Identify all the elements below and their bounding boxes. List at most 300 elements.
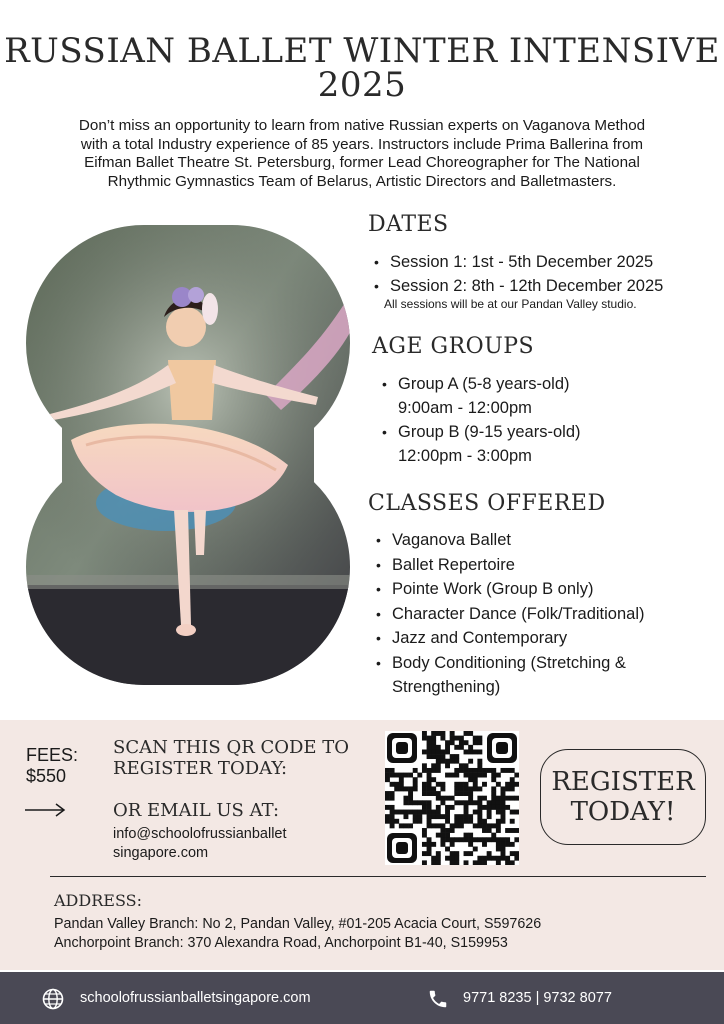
qr-module — [464, 814, 469, 819]
title-line-2: 2025 — [317, 65, 407, 105]
title-line-1: RUSSIAN BALLET WINTER INTENSIVE — [4, 31, 720, 71]
qr-module — [491, 768, 496, 773]
qr-module — [473, 810, 478, 815]
qr-module — [477, 819, 482, 824]
qr-module — [491, 786, 496, 791]
qr-module — [473, 749, 478, 754]
qr-module — [464, 786, 469, 791]
qr-module — [436, 782, 441, 787]
qr-module — [510, 828, 515, 833]
qr-module — [473, 823, 478, 828]
qr-module — [459, 736, 464, 741]
qr-module — [459, 745, 464, 750]
qr-module — [450, 805, 455, 810]
qr-module — [403, 823, 408, 828]
qr-module — [454, 814, 459, 819]
qr-module — [427, 837, 432, 842]
qr-module — [477, 800, 482, 805]
qr-module — [431, 823, 436, 828]
qr-module — [436, 731, 441, 736]
qr-module — [501, 842, 506, 847]
qr-module — [468, 773, 473, 778]
qr-module — [422, 749, 427, 754]
qr-module — [427, 814, 432, 819]
qr-module — [422, 782, 427, 787]
qr-module — [473, 740, 478, 745]
qr-module — [422, 768, 427, 773]
qr-module — [501, 810, 506, 815]
qr-module — [501, 851, 506, 856]
dates-note: All sessions will be at our Pandan Valley studio. — [384, 297, 637, 311]
qr-module — [454, 860, 459, 865]
qr-module — [491, 837, 496, 842]
qr-module — [440, 731, 445, 736]
age-groups-heading: AGE GROUPS — [372, 334, 535, 359]
qr-module — [477, 860, 482, 865]
qr-module — [496, 805, 501, 810]
qr-module — [510, 810, 515, 815]
fees-block — [26, 745, 78, 787]
qr-module — [440, 736, 445, 741]
qr-module — [505, 786, 510, 791]
qr-module — [431, 763, 436, 768]
qr-module — [454, 837, 459, 842]
qr-module — [501, 800, 506, 805]
qr-module — [450, 828, 455, 833]
qr-module — [385, 805, 390, 810]
qr-module — [417, 773, 422, 778]
qr-module — [440, 814, 445, 819]
qr-module — [422, 800, 427, 805]
address-line-1: Pandan Valley Branch: No 2, Pandan Valley, #01-205 Acacia Court, S597626 — [54, 916, 542, 932]
qr-module — [445, 856, 450, 861]
qr-module — [390, 791, 395, 796]
list-item: • Session 2: 8th - 12th December 2025 — [374, 277, 664, 295]
qr-module — [440, 837, 445, 842]
qr-module — [459, 800, 464, 805]
qr-module — [399, 777, 404, 782]
qr-module — [445, 805, 450, 810]
qr-module — [436, 814, 441, 819]
list-item: • Ballet Repertoire — [376, 555, 515, 574]
email-line-1[interactable]: info@schoolofrussianballet — [113, 826, 287, 842]
qr-module — [487, 837, 492, 842]
qr-module — [422, 805, 427, 810]
qr-module — [440, 782, 445, 787]
qr-module — [436, 745, 441, 750]
qr-module — [431, 736, 436, 741]
scan-line-2: REGISTER TODAY: — [113, 758, 288, 779]
qr-module — [436, 796, 441, 801]
dates-list — [372, 250, 663, 298]
qr-module — [450, 842, 455, 847]
qr-module — [390, 814, 395, 819]
qr-module — [477, 763, 482, 768]
qr-module — [477, 740, 482, 745]
qr-module — [482, 819, 487, 824]
qr-module — [468, 791, 473, 796]
classes-heading: CLASSES OFFERED — [368, 491, 606, 516]
class-item: Ballet Repertoire — [392, 555, 515, 574]
qr-module — [496, 819, 501, 824]
qr-module — [505, 837, 510, 842]
list-item: • Group B (9-15 years-old) 12:00pm - 3:00pm — [382, 423, 581, 465]
qr-module — [422, 786, 427, 791]
qr-module — [468, 833, 473, 838]
qr-module — [464, 833, 469, 838]
phone-numbers[interactable]: 9771 8235 | 9732 8077 — [463, 990, 612, 1006]
qr-module — [482, 837, 487, 842]
qr-module — [459, 768, 464, 773]
qr-module — [450, 740, 455, 745]
qr-module — [514, 782, 519, 787]
class-item: Jazz and Contemporary — [392, 629, 568, 647]
qr-module — [477, 796, 482, 801]
qr-module — [445, 837, 450, 842]
qr-module — [427, 773, 432, 778]
qr-module — [436, 768, 441, 773]
qr-module — [514, 856, 519, 861]
qr-module — [427, 819, 432, 824]
intro-line: Don’t miss an opportunity to learn from native Russian experts on Vaganova Method — [78, 117, 646, 134]
qr-module — [422, 851, 427, 856]
email-line-2[interactable]: singapore.com — [113, 845, 209, 861]
qr-module — [454, 782, 459, 787]
qr-module — [487, 805, 492, 810]
qr-module — [431, 749, 436, 754]
qr-module — [454, 736, 459, 741]
qr-module — [477, 768, 482, 773]
qr-module — [487, 768, 492, 773]
qr-module — [427, 740, 432, 745]
qr-module — [431, 754, 436, 759]
qr-module — [505, 828, 510, 833]
qr-module — [514, 773, 519, 778]
qr-module — [427, 749, 432, 754]
list-item: • Pointe Work (Group B only) — [376, 580, 594, 598]
qr-module — [464, 773, 469, 778]
qr-module — [473, 777, 478, 782]
group-time: 12:00pm - 3:00pm — [398, 447, 532, 465]
qr-module — [496, 810, 501, 815]
qr-module — [491, 833, 496, 838]
qr-module — [464, 740, 469, 745]
qr-module — [501, 837, 506, 842]
qr-module — [501, 847, 506, 852]
qr-module — [422, 736, 427, 741]
qr-module — [501, 796, 506, 801]
qr-module — [505, 768, 510, 773]
qr-module — [487, 814, 492, 819]
qr-module — [399, 773, 404, 778]
qr-module — [450, 823, 455, 828]
qr-module — [505, 805, 510, 810]
qr-module — [473, 773, 478, 778]
qr-module — [417, 800, 422, 805]
qr-module — [422, 860, 427, 865]
qr-module — [390, 823, 395, 828]
qr-module — [408, 791, 413, 796]
qr-module — [464, 768, 469, 773]
qr-module — [413, 782, 418, 787]
qr-module — [440, 754, 445, 759]
qr-module — [491, 805, 496, 810]
qr-module — [468, 786, 473, 791]
globe-icon — [42, 988, 64, 1010]
qr-module — [403, 810, 408, 815]
qr-module — [501, 805, 506, 810]
qr-module — [464, 749, 469, 754]
qr-module — [413, 777, 418, 782]
register-line-1: REGISTER — [551, 767, 695, 797]
qr-module — [464, 837, 469, 842]
qr-module — [436, 860, 441, 865]
qr-module — [473, 768, 478, 773]
qr-module — [399, 810, 404, 815]
qr-module — [422, 810, 427, 815]
qr-module — [464, 800, 469, 805]
fees-amount: $550 — [26, 766, 67, 786]
qr-module — [459, 782, 464, 787]
qr-module — [496, 842, 501, 847]
arrow-right-icon — [24, 802, 66, 818]
qr-module — [496, 773, 501, 778]
qr-module — [436, 749, 441, 754]
qr-module — [477, 814, 482, 819]
qr-module — [477, 736, 482, 741]
qr-module — [496, 837, 501, 842]
phone-icon — [427, 988, 449, 1010]
qr-module — [514, 828, 519, 833]
qr-module — [482, 796, 487, 801]
qr-module — [436, 810, 441, 815]
qr-module — [510, 768, 515, 773]
qr-module — [427, 851, 432, 856]
qr-module — [468, 796, 473, 801]
qr-module — [505, 782, 510, 787]
qr-module — [464, 782, 469, 787]
qr-module — [501, 786, 506, 791]
date-item: Session 1: 1st - 5th December 2025 — [390, 253, 654, 271]
qr-module — [436, 763, 441, 768]
qr-module — [394, 782, 399, 787]
register-today-button[interactable] — [540, 749, 706, 845]
fees-label: FEES: — [26, 745, 79, 765]
qr-module — [440, 749, 445, 754]
qr-module — [454, 759, 459, 764]
qr-module — [454, 768, 459, 773]
qr-module — [390, 782, 395, 787]
qr-module — [427, 754, 432, 759]
qr-module — [468, 731, 473, 736]
qr-module — [394, 819, 399, 824]
qr-module — [440, 759, 445, 764]
qr-module — [427, 847, 432, 852]
qr-module — [454, 791, 459, 796]
qr-module — [468, 745, 473, 750]
qr-module — [491, 773, 496, 778]
qr-module — [473, 736, 478, 741]
qr-module — [496, 800, 501, 805]
intro-line: with a total Industry experience of 85 years. Instructors include Prima Ballerina from — [80, 135, 644, 153]
qr-module — [431, 791, 436, 796]
intro-line: Eifman Ballet Theatre St. Petersburg, former Lead Choreographer for The National — [84, 154, 640, 171]
qr-module — [477, 786, 482, 791]
qr-module — [510, 860, 515, 865]
qr-module — [477, 837, 482, 842]
qr-module — [487, 856, 492, 861]
qr-code[interactable] — [385, 731, 519, 865]
qr-module — [459, 763, 464, 768]
qr-module — [514, 837, 519, 842]
qr-module — [445, 745, 450, 750]
intro-line: Rhythmic Gymnastics Team of Belarus, Artistic Directors and Balletmasters. — [107, 172, 617, 190]
qr-module — [482, 782, 487, 787]
qr-module — [450, 736, 455, 741]
class-item: Vaganova Ballet — [392, 531, 511, 549]
qr-module — [514, 810, 519, 815]
qr-module — [450, 796, 455, 801]
qr-module — [445, 759, 450, 764]
qr-module — [454, 786, 459, 791]
qr-module — [431, 777, 436, 782]
qr-module — [427, 810, 432, 815]
qr-module — [468, 768, 473, 773]
qr-module — [385, 796, 390, 801]
qr-module — [501, 856, 506, 861]
intro-paragraph — [30, 117, 694, 191]
address-heading: ADDRESS: — [54, 891, 142, 910]
age-groups-list — [380, 372, 581, 468]
qr-module — [487, 800, 492, 805]
qr-module — [482, 842, 487, 847]
qr-module — [459, 814, 464, 819]
qr-module — [390, 819, 395, 824]
qr-module — [496, 856, 501, 861]
qr-module — [482, 828, 487, 833]
qr-module — [440, 800, 445, 805]
qr-module — [450, 837, 455, 842]
qr-module — [403, 773, 408, 778]
qr-module — [487, 851, 492, 856]
qr-module — [454, 800, 459, 805]
qr-module — [459, 791, 464, 796]
qr-module — [473, 782, 478, 787]
qr-module — [445, 828, 450, 833]
group-name: Group A (5-8 years-old) — [398, 375, 570, 393]
qr-module — [427, 786, 432, 791]
qr-module — [468, 814, 473, 819]
qr-module — [510, 796, 515, 801]
qr-module — [482, 860, 487, 865]
qr-module — [450, 856, 455, 861]
qr-module — [408, 800, 413, 805]
qr-module — [468, 819, 473, 824]
scan-line-1: SCAN THIS QR CODE TO — [113, 737, 350, 758]
qr-module — [496, 782, 501, 787]
website-link[interactable]: schoolofrussianballetsingapore.com — [80, 990, 311, 1006]
qr-module — [427, 736, 432, 741]
qr-module — [390, 796, 395, 801]
qr-module — [385, 768, 390, 773]
qr-module — [482, 856, 487, 861]
qr-module — [408, 786, 413, 791]
qr-module — [454, 773, 459, 778]
qr-module — [477, 805, 482, 810]
qr-module — [436, 823, 441, 828]
qr-module — [427, 791, 432, 796]
qr-module — [440, 823, 445, 828]
qr-module — [440, 796, 445, 801]
group-time: 9:00am - 12:00pm — [398, 399, 532, 417]
qr-module — [459, 819, 464, 824]
qr-module — [385, 777, 390, 782]
divider — [50, 876, 706, 877]
date-item: Session 2: 8th - 12th December 2025 — [390, 277, 664, 295]
qr-module — [473, 847, 478, 852]
qr-module — [510, 786, 515, 791]
qr-module — [436, 754, 441, 759]
qr-module — [431, 856, 436, 861]
class-item: Pointe Work (Group B only) — [392, 580, 594, 598]
qr-module — [399, 782, 404, 787]
qr-module — [473, 837, 478, 842]
qr-module — [403, 796, 408, 801]
qr-module — [422, 763, 427, 768]
qr-module — [427, 768, 432, 773]
page-title — [0, 31, 724, 105]
qr-module — [477, 856, 482, 861]
qr-module — [464, 810, 469, 815]
qr-module — [445, 740, 450, 745]
qr-module — [390, 768, 395, 773]
qr-module — [477, 759, 482, 764]
qr-module — [445, 773, 450, 778]
qr-module — [436, 851, 441, 856]
qr-module — [450, 759, 455, 764]
footer-bar — [0, 972, 724, 1024]
qr-module — [445, 847, 450, 852]
qr-module — [431, 745, 436, 750]
qr-module — [436, 833, 441, 838]
class-item-continued: Strengthening) — [392, 678, 501, 696]
qr-module — [440, 833, 445, 838]
qr-module — [496, 860, 501, 865]
qr-module — [385, 814, 390, 819]
qr-module — [431, 768, 436, 773]
qr-module — [501, 791, 506, 796]
qr-module — [473, 860, 478, 865]
qr-module — [477, 749, 482, 754]
qr-module — [445, 819, 450, 824]
qr-module — [390, 810, 395, 815]
email-address[interactable] — [113, 825, 343, 863]
qr-module — [431, 810, 436, 815]
qr-module — [445, 833, 450, 838]
qr-module — [445, 749, 450, 754]
qr-module — [464, 791, 469, 796]
qr-module — [505, 796, 510, 801]
qr-module — [482, 773, 487, 778]
qr-module — [403, 786, 408, 791]
qr-module — [482, 823, 487, 828]
list-item: • Vaganova Ballet — [376, 531, 511, 549]
qr-module — [454, 823, 459, 828]
qr-module — [482, 805, 487, 810]
qr-module — [487, 823, 492, 828]
qr-module — [436, 791, 441, 796]
qr-module — [464, 860, 469, 865]
